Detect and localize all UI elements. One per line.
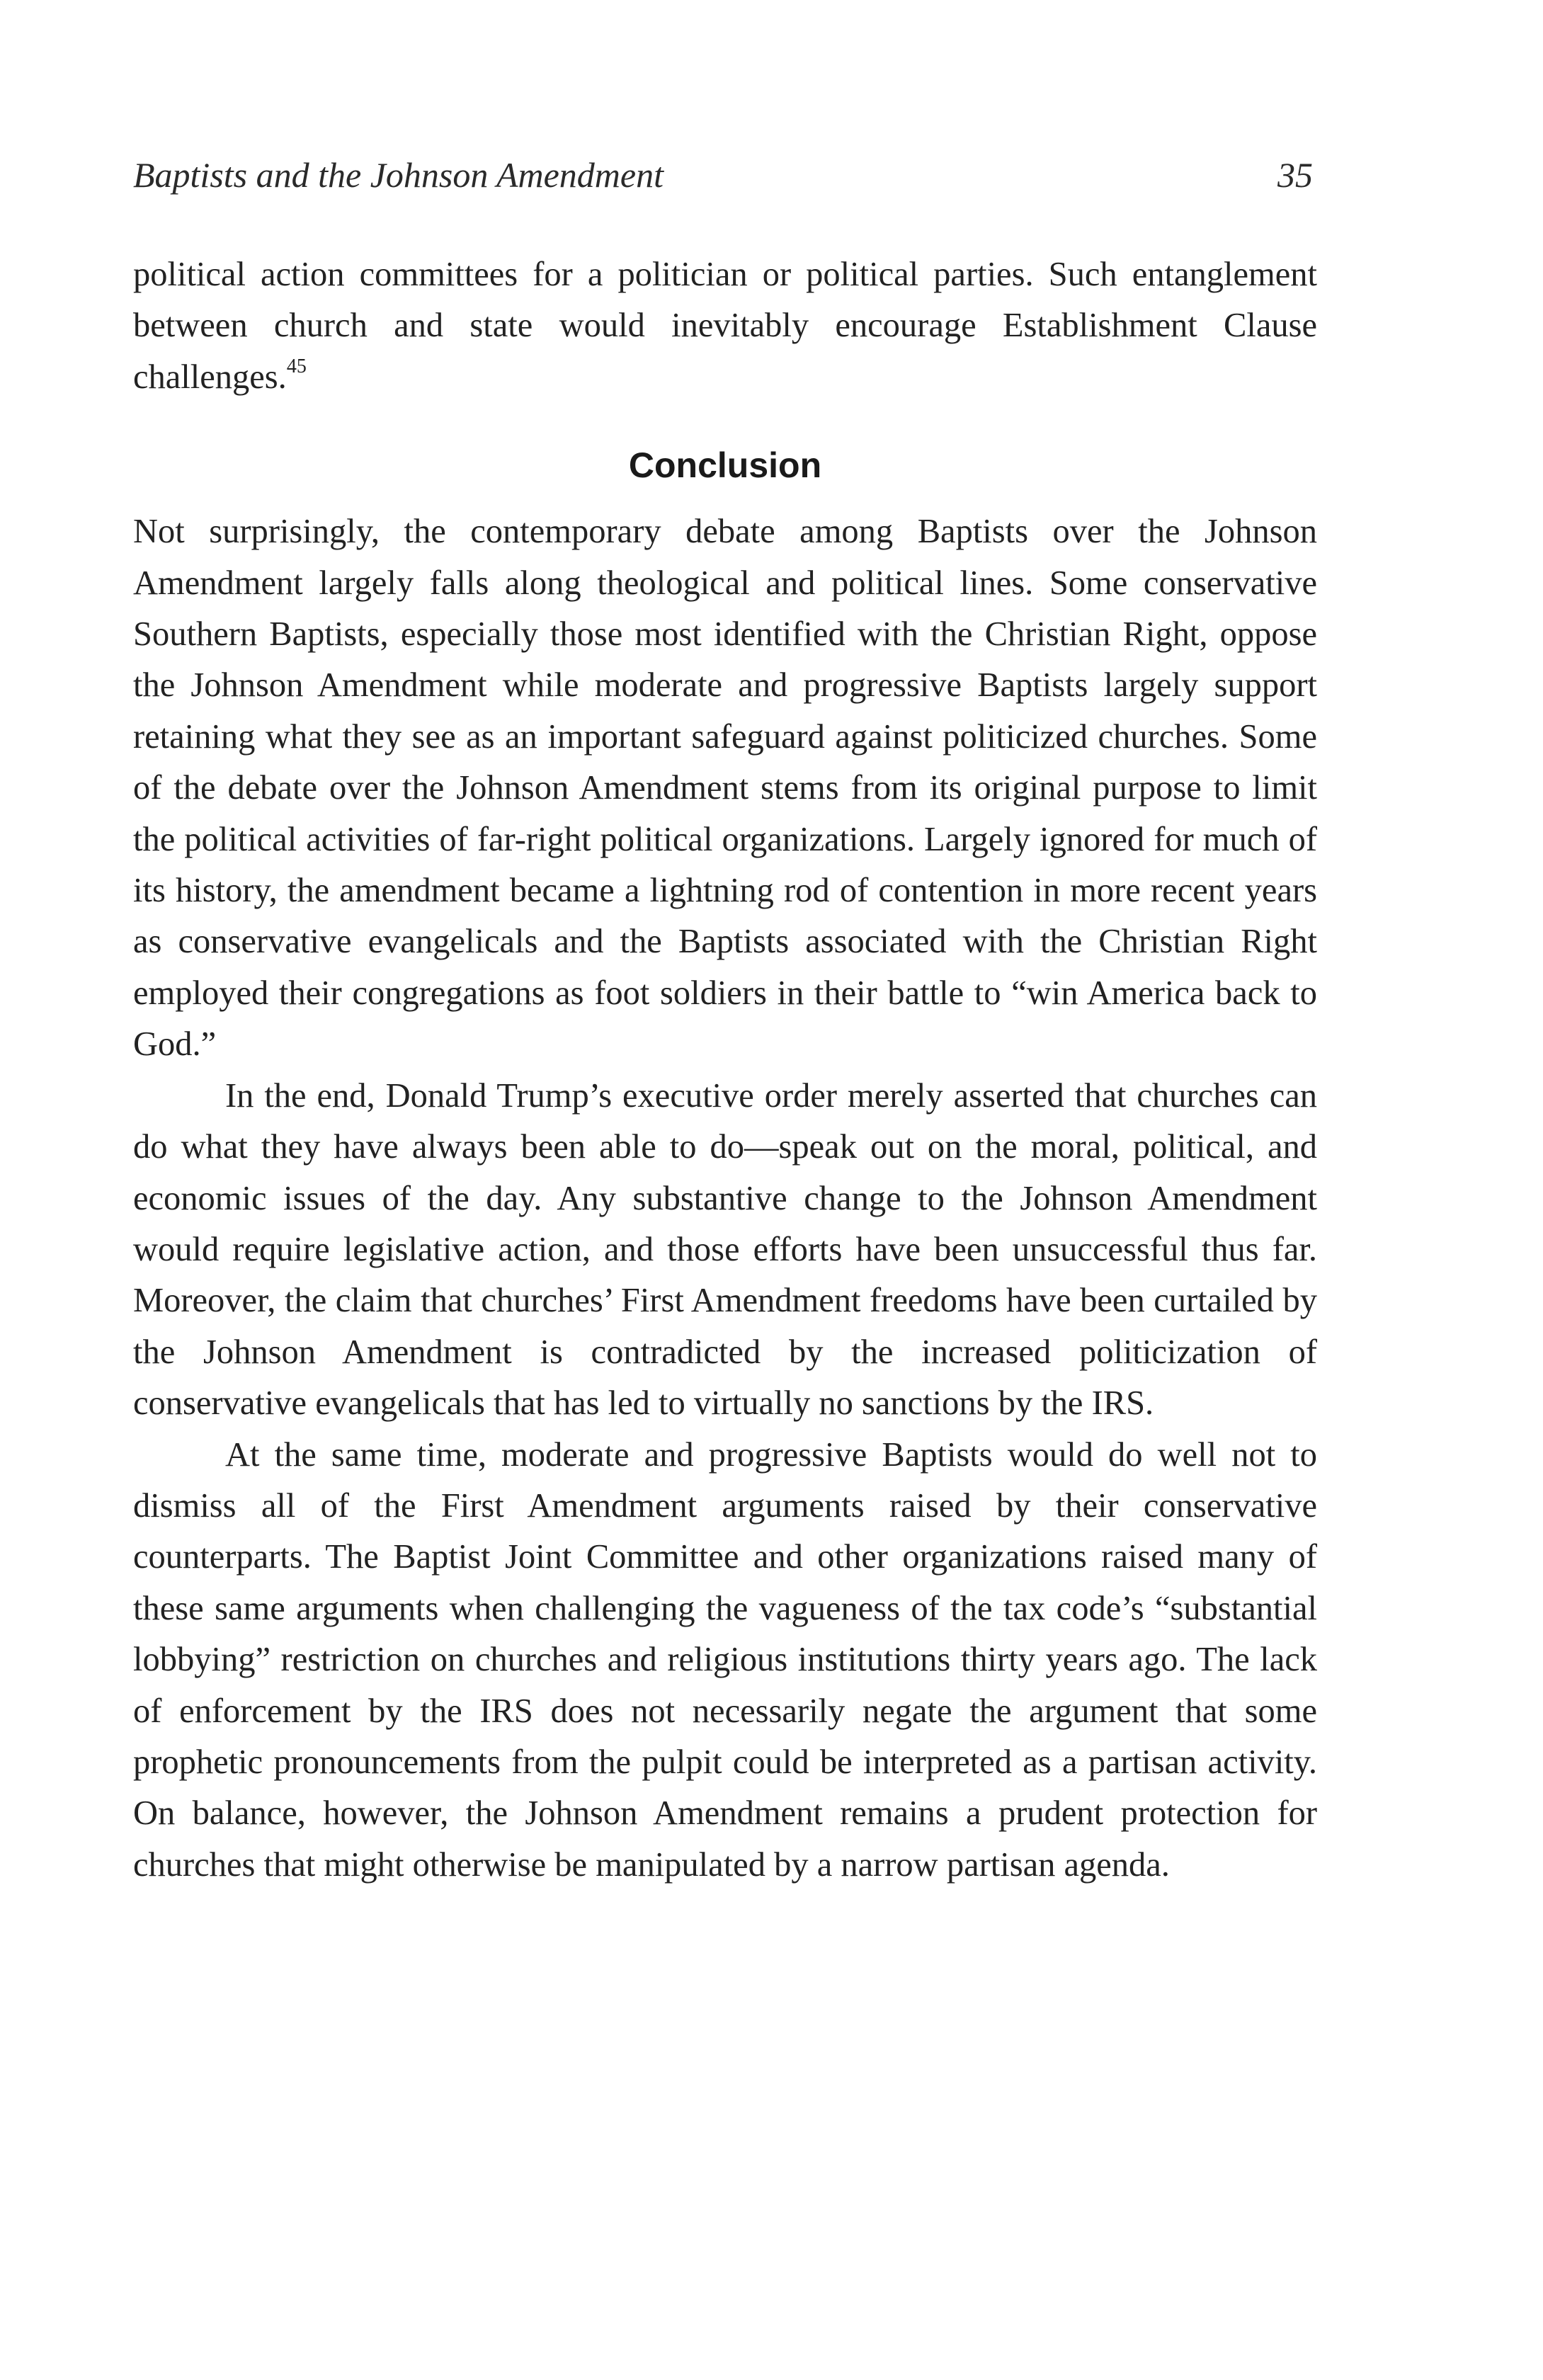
running-title: Baptists and the Johnson Amendment: [133, 155, 664, 195]
section-heading: Conclusion: [628, 445, 822, 486]
paragraph-2: In the end, Donald Trump’s executive order merely asserted that churches can do what they have always been able to do—speak out on the moral, political, and economic issues of the day. Any substantive change to the Johnson Amendment would require legislative action, and those efforts have been unsuccessful thus far. Moreover, the claim that churches’ First Amendment freedoms have been curtailed by the Johnson Amendment is contradicted by the increased politicization of conservative evangelicals that has led to virtually no sanctions by the IRS.: [133, 1076, 1317, 1423]
paragraph-3: At the same time, moderate and progressive Baptists would do well not to dismiss all of the First Amendment arguments raised by their conservative counterparts. The Baptist Joint Committee and other organizations raised many of these same arguments when challenging the vagueness of the tax code’s “substantial lobbying” restriction on churches and religious institutions thirty years ago. The lack of enforcement by the IRS does not necessarily negate the argument that some prophetic pronouncements from the pulpit could be interpreted as a partisan activity. On balance, however, the Johnson Amendment remains a prudent protection for churches that might otherwise be manipulated by a narrow partisan agenda.: [133, 1435, 1317, 1884]
running-head: [133, 154, 1313, 204]
body-text: [133, 249, 1317, 1891]
paragraph-1: Not surprisingly, the contemporary debate among Baptists over the Johnson Amendment largely falls along theological and political lines. Some conservative Southern Baptists, especially those most identified with the Christian Right, oppose the Johnson Amendment while moderate and progressive Baptists largely support retaining what they see as an important safeguard against politicized churches. Some of the debate over the Johnson Amendment stems from its original purpose to limit the political activities of far-right political organizations. Largely ignored for much of its history, the amendment became a lightning rod of contention in more recent years as conservative evangelicals and the Baptists associated with the Christian Right employed their congregations as foot soldiers in their battle to “win America back to God.”: [133, 513, 1317, 1064]
continuation-text: political action committees for a politician or political parties. Such entanglement between church and state would inevitably encourage Establishment Clause challenges.: [133, 256, 1317, 396]
footnote-reference: 45: [286, 355, 307, 377]
page-number: 35: [1277, 155, 1313, 195]
continuation-paragraph: [133, 249, 1317, 403]
